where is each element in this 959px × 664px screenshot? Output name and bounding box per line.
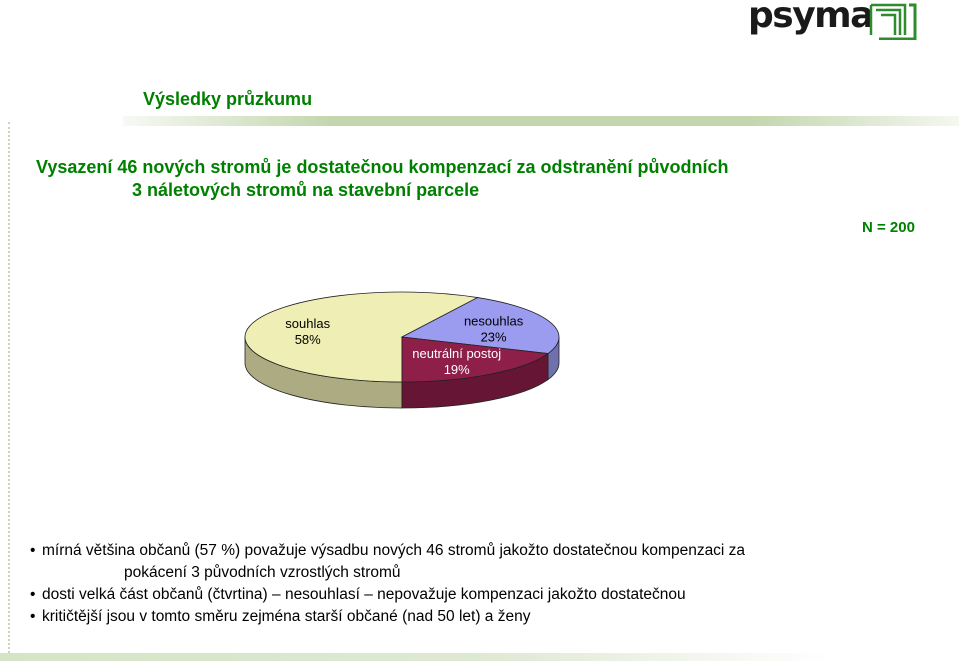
footer-divider (0, 653, 830, 661)
finding-item (30, 540, 950, 584)
psyma-logo (748, 2, 923, 42)
finding-text: dosti velká část občanů (čtvrtina) – nesouhlasí – nepovažuje kompenzaci jakožto dostatečnou (42, 586, 686, 603)
pie-value-label-neutrální-postoj: 19% (443, 362, 470, 378)
finding-continuation: pokácení 3 původních vzrostlých stromů (124, 564, 401, 581)
pie-label-souhlas: souhlas (285, 316, 331, 332)
section-title: Výsledky průzkumu (143, 89, 313, 109)
sample-size-label: N = 200 (862, 219, 915, 236)
title-divider (123, 116, 959, 126)
finding-item (30, 584, 950, 606)
finding-text: kritičtější jsou v tomto směru zejména starší občané (nad 50 let) a ženy (42, 608, 531, 625)
pie-label-neutrální-postoj: neutrální postoj (412, 346, 502, 362)
pie-chart (230, 285, 570, 415)
psyma-logo-mark-icon (865, 2, 917, 40)
finding-item (30, 606, 950, 628)
logo-wordmark: psyma (748, 0, 873, 36)
pie-value-label-souhlas: 58% (294, 332, 321, 348)
finding-text: mírná většina občanů (57 %) považuje výsadbu nových 46 stromů jakožto dostatečnou kompenzaci za (42, 542, 746, 559)
left-dotted-rule (8, 122, 10, 657)
headline-line-1: Vysazení 46 nových stromů je dostatečnou kompenzací za odstranění původních (36, 157, 729, 177)
pie-label-nesouhlas: nesouhlas (463, 313, 524, 329)
headline (36, 156, 729, 202)
pie-value-label-nesouhlas: 23% (480, 329, 507, 345)
findings-list (30, 540, 950, 628)
headline-line-2: 3 náletových stromů na stavební parcele (132, 180, 480, 200)
